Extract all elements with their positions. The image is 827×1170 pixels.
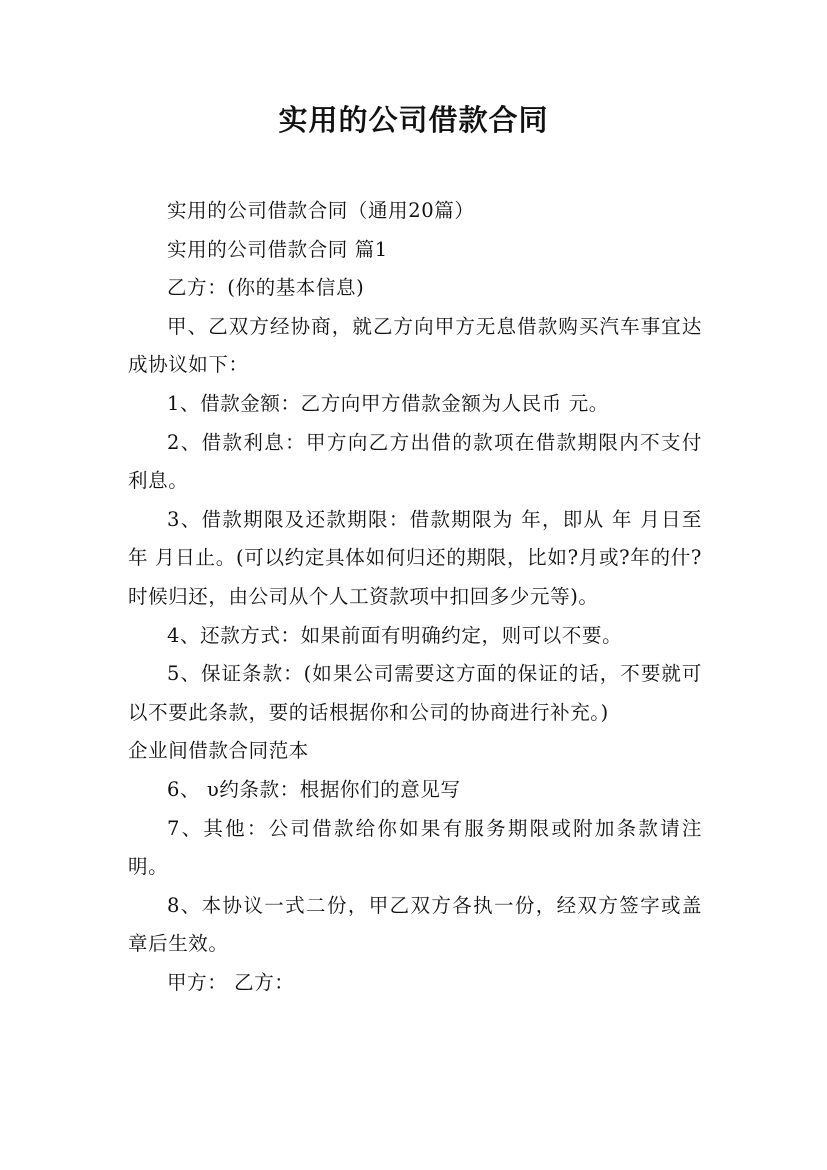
clause-2-interest: 2、借款利息：甲方向乙方出借的款项在借款期限内不支付利息。	[128, 430, 702, 493]
clause-8-copies: 8、本协议一式二份，甲乙双方各执一份，经双方签字或盖章后生效。	[128, 893, 702, 956]
paragraph-section-heading: 实用的公司借款合同 篇1	[167, 237, 388, 261]
paragraph-template-note: 企业间借款合同范本	[128, 739, 309, 763]
clause-4-repayment: 4、还款方式：如果前面有明确约定，则可以不要。	[167, 623, 623, 647]
clause-6-breach: 6、 υ约条款：根据你们的意见写	[167, 777, 461, 801]
clause-1-amount: 1、借款金额：乙方向甲方借款金额为人民币 元。	[167, 391, 609, 415]
signature-line: 甲方： 乙方：	[167, 970, 295, 994]
document-body	[128, 192, 702, 1002]
paragraph-party-b: 乙方：(你的基本信息)	[167, 276, 365, 300]
clause-7-other: 7、其他：公司借款给你如果有服务期限或附加条款请注明。	[128, 816, 702, 879]
clause-5-guarantee: 5、保证条款：(如果公司需要这方面的保证的话，不要就可以不要此条款，要的话根据你和公司的协商进行补充。)	[128, 662, 702, 724]
clause-3-term: 3、借款期限及还款期限：借款期限为 年，即从 年 月日至 年 月日止。(可以约定具体如何归还的期限，比如?月或?年的什?时候归还，由公司从个人工资款项中扣回多少元等)。	[128, 507, 702, 608]
paragraph-intro: 甲、乙双方经协商，就乙方向甲方无息借款购买汽车事宜达成协议如下：	[128, 314, 702, 377]
document-title: 实用的公司借款合同	[278, 103, 549, 137]
paragraph-subtitle: 实用的公司借款合同（通用20篇）	[167, 199, 475, 222]
